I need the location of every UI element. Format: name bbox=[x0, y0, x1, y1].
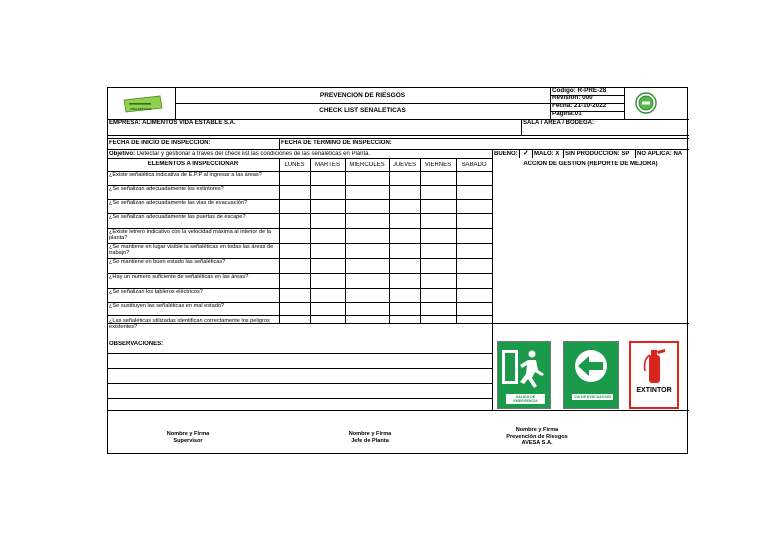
inspection-question: ¿Se mantiene en buen estado las señaléticas? bbox=[109, 259, 226, 265]
observations-label: OBSERVACIONES: bbox=[109, 341, 164, 347]
inspection-question: ¿Se señalizan adecuadamente las vias de evacuación? bbox=[109, 200, 248, 206]
company-logo: VIDA ESTABLE bbox=[122, 94, 164, 114]
signature-label: Nombre y Firma bbox=[348, 431, 392, 437]
signature-company: AVESA S.A. bbox=[521, 440, 553, 447]
signature-role: Prevención de Riesgos bbox=[506, 433, 568, 440]
form-title: CHECK LIST SEÑALETICAS bbox=[319, 107, 406, 114]
objective-label: Objetivo: bbox=[109, 151, 136, 157]
col-header-monday: LUNES bbox=[284, 162, 305, 168]
check-icon: ✓ bbox=[523, 150, 529, 157]
checklist-form bbox=[107, 87, 688, 454]
inspection-question: ¿Se señalizan adecuadamente las puertas de escape? bbox=[109, 214, 246, 220]
emergency-exit-sign bbox=[497, 341, 551, 409]
inspection-question: ¿Se sustituyen las señaléticas en mal estado? bbox=[109, 303, 225, 309]
signature-supervisor bbox=[148, 431, 228, 444]
col-header-wednesday: MIERCOLES bbox=[349, 162, 385, 168]
inspection-question: ¿Hay un numero suficiente de señaléticas en las áreas? bbox=[109, 274, 249, 280]
arrow-left-icon bbox=[564, 344, 618, 394]
objective bbox=[109, 151, 370, 158]
legend-no-production: SIN PRODUCCION: SP bbox=[565, 151, 630, 157]
legend-good: BUENO: bbox=[494, 151, 518, 157]
col-header-thursday: JUEVES bbox=[392, 162, 417, 168]
col-header-action: ACCION DE GESTION (REPORTE DE MEJORA) bbox=[523, 161, 658, 167]
inspection-question: ¿Existe letrero indicativo con la velocidad máxima al interior de la planta? bbox=[109, 229, 271, 242]
col-header-elements: ELEMENTOS A INSPECCIONAR bbox=[147, 161, 239, 167]
document-code: Codigo: R-PRE-28 bbox=[552, 88, 607, 94]
start-date-field: FECHA DE INICIO DE INSPECCION: bbox=[109, 140, 211, 146]
row-divider bbox=[108, 315, 492, 316]
col-header-friday: VIERNES bbox=[424, 162, 452, 168]
divider bbox=[175, 103, 550, 104]
col-header-tuesday: MARTES bbox=[315, 162, 340, 168]
company-field: EMPRESA: ALIMENTOS VIDA ESTABLE S.A. bbox=[109, 120, 236, 126]
running-man-icon bbox=[498, 344, 550, 394]
signature-risk-prevention bbox=[494, 427, 580, 447]
end-date-field: FECHA DE TERMINO DE INSPECCION: bbox=[281, 140, 392, 146]
document-date: Fecha: 21-10-2022 bbox=[552, 103, 607, 109]
col-header-saturday: SABADO bbox=[461, 162, 487, 168]
signature-label: Nombre y Firma bbox=[515, 427, 559, 433]
area-field: SALA / AREA / BODEGA: bbox=[523, 120, 595, 126]
inspection-question: ¿Existe señalética indicativa de E.P.P al ingresar a las áreas? bbox=[109, 172, 262, 178]
objective-text: Detectar y gestionar a traves del check list las condiciones de las señaléticas en Planta. bbox=[136, 151, 371, 157]
signature-plant-manager bbox=[330, 431, 410, 444]
signature-role: Jefe de Planta bbox=[351, 437, 389, 444]
extinguisher-sign bbox=[629, 341, 679, 409]
document-page: Pagina:01 bbox=[552, 111, 582, 117]
sign-label: EXTINTOR bbox=[636, 387, 672, 394]
fire-extinguisher-icon bbox=[631, 345, 677, 387]
sign-label: SALIDA DE EMERGENCIA bbox=[506, 394, 545, 404]
form-category-title: PREVENCION DE RIESGOS bbox=[319, 92, 406, 99]
inspection-question: ¿Se señalizan los tableros eléctricos? bbox=[109, 289, 203, 295]
signature-label: Nombre y Firma bbox=[166, 431, 210, 437]
divider bbox=[624, 88, 625, 119]
legend-bad: MALO: X bbox=[534, 151, 560, 157]
document-revision: Revision: 000 bbox=[552, 95, 593, 101]
seal-logo bbox=[635, 92, 657, 114]
signature-role: Supervisor bbox=[173, 437, 203, 444]
inspection-question: ¿Se mantiene en lugar visible la señaléticas en todas las áreas de trabajo? bbox=[109, 244, 274, 257]
legend-not-applicable: NO APLICA: NA bbox=[637, 151, 683, 157]
evacuation-route-sign bbox=[563, 341, 619, 409]
sign-label: VIA DE EVACUACION bbox=[572, 394, 613, 400]
inspection-question: ¿Se señalizan adecuadamente los extintores? bbox=[109, 186, 224, 192]
inspection-question: ¿Las señaléticas utilizadas identifican correctamente los peligros existentes? bbox=[109, 318, 270, 331]
